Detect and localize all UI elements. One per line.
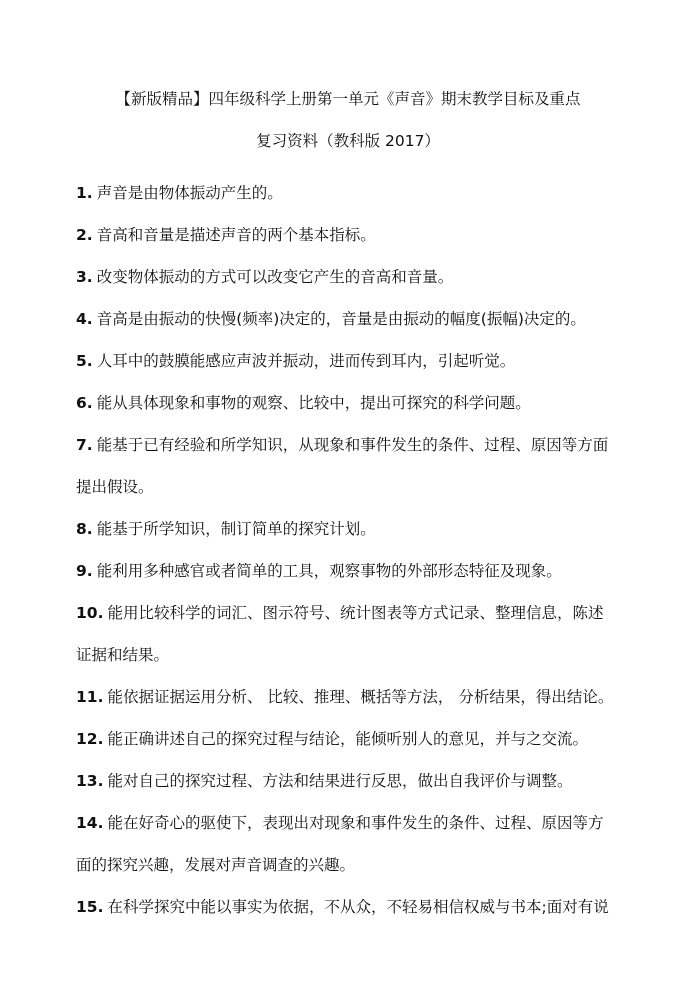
list-item-text: 能从具体现象和事物的观察、比较中，提出可探究的科学问题。 (96, 394, 531, 412)
list-item (76, 340, 624, 382)
list-item-line (76, 760, 624, 802)
list-item-line (76, 634, 624, 676)
list-item-number: 9. (76, 562, 93, 580)
list-item-text: 提出假设。 (76, 478, 154, 496)
list-item-text: 在科学探究中能以事实为依据，不从众，不轻易相信权威与书本;面对有说 (107, 898, 609, 916)
list-item-line (76, 172, 624, 214)
list-item-number: 11. (76, 688, 104, 706)
list-item-number: 12. (76, 730, 104, 748)
document-title-line1: 【新版精品】四年级科学上册第一单元《声音》期末教学目标及重点 (115, 90, 581, 108)
list-item-number: 7. (76, 436, 93, 454)
list-item-line (76, 214, 624, 256)
list-item-line (76, 256, 624, 298)
list-item-line (76, 676, 624, 718)
list-item (76, 424, 624, 508)
list-item (76, 508, 624, 550)
list-item-line (76, 718, 624, 760)
list-item-text: 证据和结果。 (76, 646, 170, 664)
list-item-text: 能用比较科学的词汇、图示符号、统计图表等方式记录、整理信息，陈述 (107, 604, 604, 622)
list-item-number: 8. (76, 520, 93, 538)
list-item-text: 音高是由振动的快慢(频率)决定的，音量是由振动的幅度(振幅)决定的。 (96, 310, 586, 328)
list-item-text: 声音是由物体振动产生的。 (96, 184, 283, 202)
list-item-text: 能利用多种感官或者简单的工具，观察事物的外部形态特征及现象。 (96, 562, 562, 580)
list-item (76, 676, 624, 718)
list-item-text: 能基于所学知识，制订简单的探究计划。 (96, 520, 376, 538)
list-item-text: 能对自己的探究过程、方法和结果进行反思，做出自我评价与调整。 (107, 772, 573, 790)
list-item (76, 592, 624, 676)
list-item (76, 382, 624, 424)
list-item (76, 298, 624, 340)
list-item-line (76, 382, 624, 424)
list-item-line (76, 424, 624, 466)
list-item-line (76, 550, 624, 592)
list-item-text: 人耳中的鼓膜能感应声波并振动，进而传到耳内，引起听觉。 (96, 352, 516, 370)
list-item-number: 13. (76, 772, 104, 790)
list-item-line (76, 466, 624, 508)
list-item-line (76, 298, 624, 340)
list-item-number: 1. (76, 184, 93, 202)
document-title-line2: 复习资料（教科版 2017） (256, 132, 440, 150)
list-item-number: 14. (76, 814, 104, 832)
list-item-number: 3. (76, 268, 93, 286)
list-item-text: 能正确讲述自己的探究过程与结论，能倾听别人的意见，并与之交流。 (107, 730, 588, 748)
list-item-number: 2. (76, 226, 93, 244)
list-item-text: 能在好奇心的驱使下，表现出对现象和事件发生的条件、过程、原因等方 (107, 814, 604, 832)
list-item-line (76, 886, 624, 928)
list-item (76, 718, 624, 760)
list-item-number: 15. (76, 898, 104, 916)
list-item (76, 886, 624, 928)
list-item (76, 172, 624, 214)
list-item (76, 256, 624, 298)
list-item-number: 6. (76, 394, 93, 412)
list-item-text: 改变物体振动的方式可以改变它产生的音高和音量。 (96, 268, 454, 286)
list-item-number: 4. (76, 310, 93, 328)
list-item-line (76, 508, 624, 550)
list-item-text: 面的探究兴趣，发展对声音调查的兴趣。 (76, 856, 356, 874)
list-item-line (76, 592, 624, 634)
list-item (76, 760, 624, 802)
list-item-line (76, 340, 624, 382)
list-item-line (76, 844, 624, 886)
list-item (76, 214, 624, 256)
list-item-text: 能依据证据运用分析、 比较、推理、概括等方法， 分析结果，得出结论。 (107, 688, 614, 706)
list-item-text: 能基于已有经验和所学知识，从现象和事件发生的条件、过程、原因等方面 (96, 436, 609, 454)
list-item-number: 10. (76, 604, 104, 622)
objectives-list (76, 172, 624, 928)
list-item-line (76, 802, 624, 844)
list-item (76, 550, 624, 592)
list-item (76, 802, 624, 886)
list-item-text: 音高和音量是描述声音的两个基本指标。 (96, 226, 376, 244)
list-item-number: 5. (76, 352, 93, 370)
